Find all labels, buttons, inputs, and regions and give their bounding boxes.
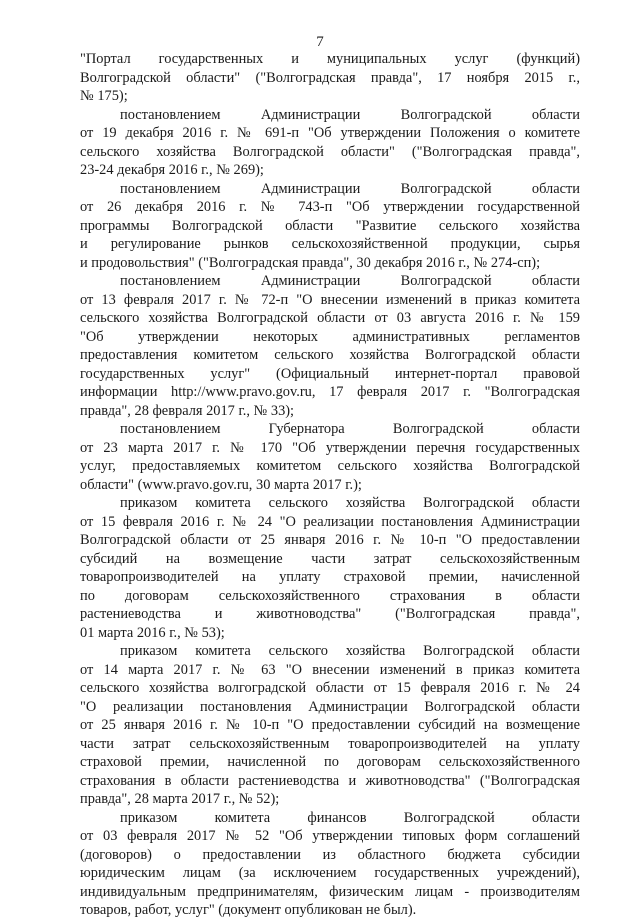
- text-line: растениеводства и животноводства" ("Волгоградская правда",: [80, 606, 580, 622]
- text-line: от 14 марта 2017 г. № 63 "О внесении изменений в приказ комитета: [80, 661, 580, 678]
- text-line: от 23 марта 2017 г. № 170 "Об утверждении перечня государственных: [80, 439, 580, 456]
- page-number: 7: [316, 34, 324, 50]
- text-line: "О реализации постановления Администрации Волгоградской области: [80, 698, 580, 715]
- text-line: товаропроизводителей на уплату страховой премии, начисленной: [80, 569, 580, 585]
- text-line: и регулирование рынков сельскохозяйственной продукции, сырья: [80, 236, 580, 252]
- text-line: постановлением Администрации Волгоградской области: [120, 106, 580, 123]
- text-line: юридическим лицам (за исключением государственных учреждений),: [80, 865, 580, 881]
- text-line: от 15 февраля 2016 г. № 24 "О реализации постановления Администрации: [80, 513, 580, 530]
- text-line: 23-24 декабря 2016 г., № 269);: [80, 162, 264, 178]
- text-line: 01 марта 2016 г., № 53);: [80, 624, 225, 641]
- text-line: субсидий на возмещение части затрат сельскохозяйственным: [80, 550, 580, 567]
- text-line: приказом комитета сельского хозяйства Волгоградской области: [120, 643, 580, 659]
- text-line: правда", 28 февраля 2017 г., № 33);: [80, 402, 295, 419]
- text-line: постановлением Губернатора Волгоградской области: [120, 421, 580, 437]
- text-line: сельского хозяйства Волгоградской области от 03 августа 2016 г. № 159: [80, 310, 580, 326]
- text-line: от 25 января 2016 г. № 10-п "О предоставлении субсидий на возмещение: [80, 717, 580, 733]
- text-line: услуг, предоставляемых комитетом сельского хозяйства Волгоградской: [80, 458, 580, 474]
- text-line: от 13 февраля 2017 г. № 72-п "О внесении изменений в приказ комитета: [80, 291, 580, 308]
- text-line: предоставления комитетом сельского хозяйства Волгоградской области: [80, 347, 580, 363]
- text-line: постановлением Администрации Волгоградской области: [120, 180, 580, 197]
- text-line: и продовольствия" ("Волгоградская правда", 30 декабря 2016 г., № 274-сп);: [80, 254, 541, 271]
- text-line: "Об утверждении некоторых административных регламентов: [80, 328, 580, 345]
- text-line: сельского хозяйства Волгоградской области" ("Волгоградская правда",: [80, 143, 580, 160]
- text-line: страхования в области растениеводства и животноводства" ("Волгоградская: [80, 772, 580, 789]
- text-line: информации http://www.pravo.gov.ru, 17 февраля 2017 г. "Волгоградская: [80, 384, 580, 400]
- text-line: части затрат сельскохозяйственным товаропроизводителей на уплату: [80, 735, 580, 752]
- text-line: от 26 декабря 2016 г. № 743-п "Об утверждении государственной: [80, 199, 580, 215]
- text-line: от 19 декабря 2016 г. № 691-п "Об утверждении Положения о комитете: [80, 125, 580, 141]
- text-line: страховой премии, начисленной по договорам сельскохозяйственного: [80, 754, 580, 770]
- text-line: правда", 28 марта 2017 г., № 52);: [80, 791, 280, 807]
- text-line: государственных услуг" (Официальный интернет-портал правовой: [80, 365, 580, 382]
- text-line: постановлением Администрации Волгоградской области: [120, 273, 580, 289]
- text-line: области" (www.pravo.gov.ru, 30 марта 2017 г.);: [80, 476, 362, 493]
- text-line: Волгоградской области от 25 января 2016 г. № 10-п "О предоставлении: [80, 532, 580, 548]
- document-body: [80, 50, 580, 920]
- text-line: индивидуальным предпринимателям, физическим лицам - производителям: [80, 883, 580, 900]
- text-line: № 175);: [80, 88, 128, 104]
- text-line: от 03 февраля 2017 № 52 "Об утверждении типовых форм соглашений: [80, 828, 580, 844]
- text-line: по договорам сельскохозяйственного страхования в области: [80, 587, 580, 604]
- text-line: программы Волгоградской области "Развитие сельского хозяйства: [80, 217, 580, 234]
- text-line: "Портал государственных и муниципальных услуг (функций): [80, 51, 580, 67]
- text-line: (договоров) о предоставлении из областного бюджета субсидии: [80, 846, 580, 863]
- text-line: приказом комитета финансов Волгоградской области: [120, 809, 580, 826]
- text-line: товаров, работ, услуг" (документ опубликован не был).: [80, 902, 417, 918]
- text-line: Волгоградской области" ("Волгоградская правда", 17 ноября 2015 г.,: [80, 69, 580, 86]
- text-line: приказом комитета сельского хозяйства Волгоградской области: [120, 495, 580, 511]
- text-line: сельского хозяйства волгоградской области от 15 февраля 2016 г. № 24: [80, 680, 580, 696]
